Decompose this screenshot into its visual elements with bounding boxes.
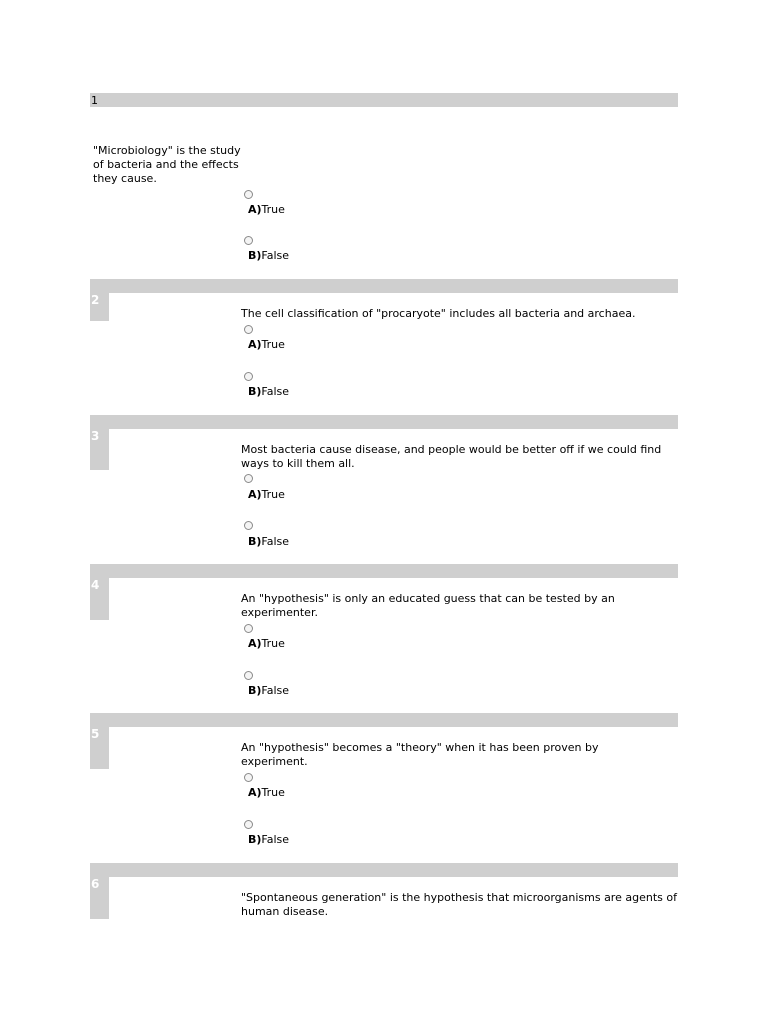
option-label: False — [261, 684, 290, 697]
question-1-option-a — [248, 203, 285, 217]
option-letter: A) — [248, 203, 262, 216]
question-2-header-bar — [90, 279, 678, 293]
option-label: True — [261, 488, 285, 501]
question-6-number: 6 — [91, 877, 100, 891]
question-3-option-b — [248, 535, 289, 549]
question-3-option-a-radio[interactable] — [244, 474, 253, 483]
question-6-text: "Spontaneous generation" is the hypothesis that microorganisms are agents of human disease. — [241, 891, 677, 918]
option-letter: A) — [248, 338, 262, 351]
option-label: True — [261, 637, 285, 650]
question-1-option-b — [248, 249, 289, 263]
question-2-option-a — [248, 338, 285, 352]
question-1-option-b-radio[interactable] — [244, 236, 253, 245]
question-3-option-b-radio[interactable] — [244, 521, 253, 530]
option-letter: B) — [248, 249, 262, 262]
question-4-number: 4 — [91, 578, 100, 592]
question-3-number: 3 — [91, 429, 100, 443]
question-1-number: 1 — [91, 94, 98, 107]
question-1-option-a-radio[interactable] — [244, 190, 253, 199]
option-label: False — [261, 385, 290, 398]
question-2-number: 2 — [91, 293, 100, 307]
question-3-header-bar — [90, 415, 678, 429]
question-5-number: 5 — [91, 727, 100, 741]
question-4-option-b — [248, 684, 289, 698]
question-5-option-b — [248, 833, 289, 847]
question-4-number-tab — [90, 578, 109, 620]
option-label: True — [261, 338, 285, 351]
question-5-option-a-radio[interactable] — [244, 773, 253, 782]
question-5-text: An "hypothesis" becomes a "theory" when it has been proven by experiment. — [241, 741, 599, 768]
question-4-option-b-radio[interactable] — [244, 671, 253, 680]
question-2-text: The cell classification of "procaryote" includes all bacteria and archaea. — [241, 307, 636, 320]
question-4-text: An "hypothesis" is only an educated guess that can be tested by an experimenter. — [241, 592, 615, 619]
question-2-option-a-radio[interactable] — [244, 325, 253, 334]
question-3-number-tab — [90, 429, 109, 470]
option-letter: A) — [248, 488, 262, 501]
question-5-number-tab — [90, 727, 109, 769]
option-letter: B) — [248, 385, 262, 398]
option-label: False — [261, 833, 290, 846]
question-2-option-b-radio[interactable] — [244, 372, 253, 381]
question-2-option-b — [248, 385, 289, 399]
question-1-header-bar — [90, 93, 678, 107]
question-1-text: "Microbiology" is the study of bacteria and the effects they cause. — [93, 144, 241, 185]
option-letter: A) — [248, 786, 262, 799]
question-5-option-b-radio[interactable] — [244, 820, 253, 829]
option-letter: A) — [248, 637, 262, 650]
option-label: False — [261, 249, 290, 262]
option-letter: B) — [248, 535, 262, 548]
question-5-header-bar — [90, 713, 678, 727]
question-5-option-a — [248, 786, 285, 800]
option-label: True — [261, 786, 285, 799]
question-4-header-bar — [90, 564, 678, 578]
option-letter: B) — [248, 684, 262, 697]
option-label: False — [261, 535, 290, 548]
question-3-text: Most bacteria cause disease, and people would be better off if we could find ways to kill them all. — [241, 443, 662, 470]
option-letter: B) — [248, 833, 262, 846]
question-4-option-a-radio[interactable] — [244, 624, 253, 633]
option-label: True — [261, 203, 285, 216]
question-3-option-a — [248, 488, 285, 502]
question-6-header-bar — [90, 863, 678, 877]
question-4-option-a — [248, 637, 285, 651]
question-6-number-tab — [90, 877, 109, 919]
question-2-number-tab — [90, 293, 109, 321]
